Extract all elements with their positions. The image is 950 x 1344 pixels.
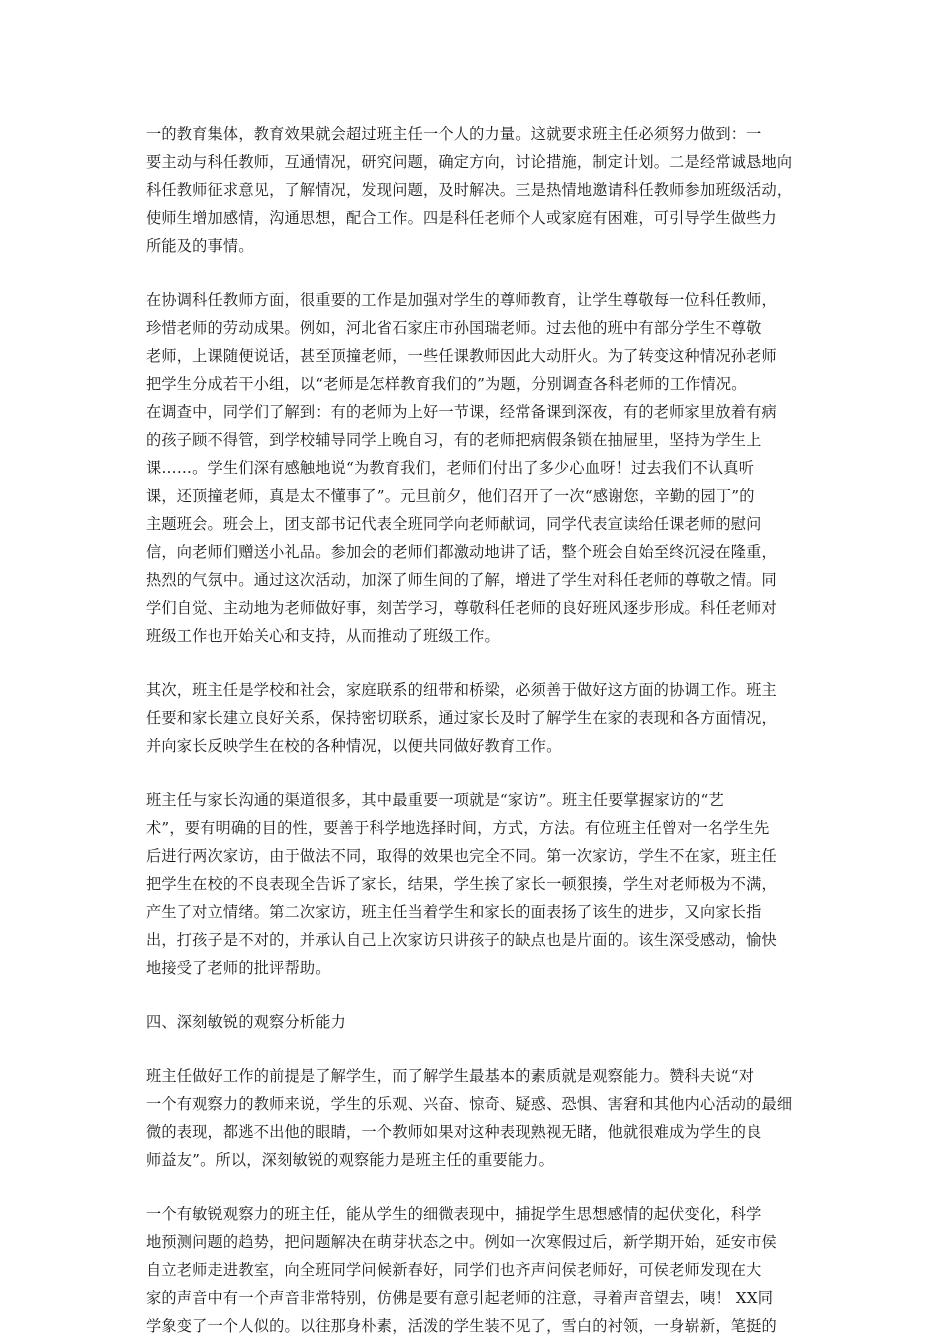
text-line: 要主动与科任教师，互通情况，研究问题，确定方向，讨论措施，制定计划。二是经常诚恳地向 — [146, 153, 793, 171]
text-line: 把学生分成若干小组，以“老师是怎样教育我们的”为题，分别调查各科老师的工作情况。 — [146, 375, 747, 393]
text-line: 所能及的事情。 — [146, 237, 254, 255]
paragraph-gap — [146, 260, 808, 286]
paragraph-school-family-bridge — [146, 676, 808, 760]
text-line: 科任教师征求意见，了解情况，发现问题，及时解决。三是热情地邀请科任教师参加班级活动， — [146, 181, 793, 199]
text-line: 家的声音中有一个声音非常特别，仿佛是要有意引起老师的注意，寻着声音望去，咦！ XX同 — [146, 1289, 774, 1307]
text-line: 班级工作也开始关心和支持，从而推动了班级工作。 — [146, 627, 500, 645]
text-line: 地接受了老师的批评帮助。 — [146, 959, 331, 977]
text-line: 术”，要有明确的目的性，要善于科学地选择时间，方式，方法。有位班主任曾对一名学生先 — [146, 819, 770, 837]
text-line: 一的教育集体，教育效果就会超过班主任一个人的力量。这就要求班主任必须努力做到：一 — [146, 125, 762, 143]
paragraph-gap — [146, 982, 808, 1008]
paragraph-home-visits — [146, 786, 808, 982]
text-line: 在调查中，同学们了解到：有的老师为上好一节课，经常备课到深夜，有的老师家里放着有病 — [146, 403, 777, 421]
text-line: 后进行两次家访，由于做法不同，取得的效果也完全不同。第一次家访，学生不在家，班主任 — [146, 847, 777, 865]
section-heading — [146, 1008, 808, 1036]
paragraph-gap — [146, 760, 808, 786]
paragraph-collaboration-methods — [146, 120, 808, 260]
text-line: 学象变了一个人似的。以往那身朴素，活泼的学生装不见了，雪白的衬领，一身崭新，笔挺的 — [146, 1317, 777, 1335]
text-line: 微的表现，都逃不出他的眼睛，一个教师如果对这种表现熟视无睹，他就很难成为学生的良 — [146, 1123, 762, 1141]
text-line: 学们自觉、主动地为老师做好事，刻苦学习，尊敬科任老师的良好班风逐步形成。科任老师对 — [146, 599, 777, 617]
text-line: 把学生在校的不良表现全告诉了家长，结果，学生挨了家长一顿狠揍，学生对老师极为不满， — [146, 875, 777, 893]
text-line: 班主任与家长沟通的渠道很多，其中最重要一项就是“家访”。班主任要掌握家访的“艺 — [146, 791, 724, 809]
document-page — [146, 120, 808, 1340]
text-line: 主题班会。班会上，团支部书记代表全班同学向老师献词，同学代表宣读给任课老师的慰问 — [146, 515, 762, 533]
paragraph-gap — [146, 1036, 808, 1062]
paragraph-observation-ability — [146, 1062, 808, 1174]
text-line: 地预测问题的趋势，把问题解决在萌芽状态之中。例如一次寒假过后，新学期开始，延安市侯 — [146, 1233, 777, 1251]
text-line: 产生了对立情绪。第二次家访，班主任当着学生和家长的面表扬了该生的进步，又向家长指 — [146, 903, 762, 921]
text-line: 一个有敏锐观察力的班主任，能从学生的细微表现中，捕捉学生思想感情的起伏变化，科学 — [146, 1205, 762, 1223]
paragraph-observation-example — [146, 1200, 808, 1340]
text-line: 在协调科任教师方面，很重要的工作是加强对学生的尊师教育，让学生尊敬每一位科任教师， — [146, 291, 777, 309]
paragraph-gap — [146, 1174, 808, 1200]
text-line: 出，打孩子是不对的，并承认自己上次家访只讲孩子的缺点也是片面的。该生深受感动，愉快 — [146, 931, 777, 949]
text-line: 使师生增加感情，沟通思想，配合工作。四是科任老师个人或家庭有困难，可引导学生做些力 — [146, 209, 777, 227]
text-line: 热烈的气氛中。通过这次活动，加深了师生间的了解，增进了学生对科任老师的尊敬之情。同 — [146, 571, 777, 589]
text-line: 并向家长反映学生在校的各种情况，以便共同做好教育工作。 — [146, 737, 562, 755]
text-line: 任要和家长建立良好关系，保持密切联系，通过家长及时了解学生在家的表现和各方面情况， — [146, 709, 777, 727]
text-line: 课，还顶撞老师，真是太不懂事了”。元旦前夕，他们召开了一次“感谢您，辛勤的园丁”的 — [146, 487, 755, 505]
text-line: 一个有观察力的教师来说，学生的乐观、兴奋、惊奇、疑惑、恐惧、害窘和其他内心活动的最细 — [146, 1095, 793, 1113]
paragraph-gap — [146, 650, 808, 676]
text-line: 其次，班主任是学校和社会，家庭联系的纽带和桥梁，必须善于做好这方面的协调工作。班主 — [146, 681, 777, 699]
paragraph-respect-teachers — [146, 286, 808, 650]
text-line: 课……。学生们深有感触地说“为教育我们，老师们付出了多少心血呀！过去我们不认真听 — [146, 459, 755, 477]
text-line: 师益友”。所以，深刻敏锐的观察能力是班主任的重要能力。 — [146, 1151, 555, 1169]
text-line: 珍惜老师的劳动成果。例如，河北省石家庄市孙国瑞老师。过去他的班中有部分学生不尊敬 — [146, 319, 762, 337]
heading-text: 四、深刻敏锐的观察分析能力 — [146, 1013, 347, 1031]
text-line: 班主任做好工作的前提是了解学生，而了解学生最基本的素质就是观察能力。赞科夫说“对 — [146, 1067, 755, 1085]
text-line: 自立老师走进教室，向全班同学问候新春好，同学们也齐声问侯老师好，可侯老师发现在大 — [146, 1261, 762, 1279]
text-line: 老师，上课随便说话，甚至顶撞老师，一些任课教师因此大动肝火。为了转变这种情况孙老师 — [146, 347, 777, 365]
text-line: 信，向老师们赠送小礼品。参加会的老师们都激动地讲了话，整个班会自始至终沉浸在隆重， — [146, 543, 777, 561]
text-line: 的孩子顾不得管，到学校辅导同学上晚自习，有的老师把病假条锁在抽屉里，坚持为学生上 — [146, 431, 762, 449]
